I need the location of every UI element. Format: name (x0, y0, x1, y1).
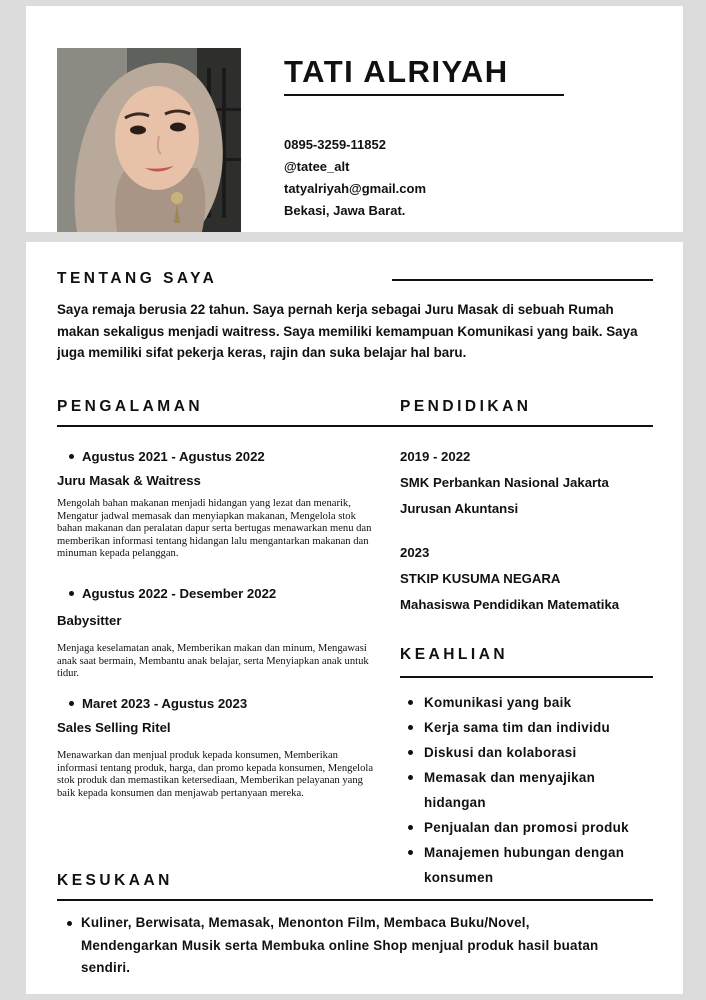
hobbies-heading: KESUKAAN (57, 872, 173, 889)
education-year: 2023 (400, 545, 430, 560)
hobbies-list (57, 912, 617, 980)
education-school: SMK Perbankan Nasional Jakarta (400, 475, 609, 490)
skill-item: Manajemen hubungan dengan konsumen (400, 840, 660, 890)
resume-body (26, 242, 683, 994)
profile-photo (57, 48, 241, 232)
experience-period (69, 696, 247, 711)
experience-role: Babysitter (57, 613, 122, 628)
bullet-dot (69, 591, 74, 596)
phone-number: 0895-3259-11852 (284, 137, 386, 152)
name-underline (284, 94, 564, 96)
email-address: tatyalriyah@gmail.com (284, 181, 427, 196)
education-major: Mahasiswa Pendidikan Matematika (400, 597, 620, 612)
about-rule (392, 279, 653, 281)
location: Bekasi, Jawa Barat. (284, 203, 406, 218)
experience-description: Mengolah bahan makanan menjadi hidangan yang lezat dan menarik, Mengatur jadwal memasak dan menyiapkan makanan, Mengelola stok bahan makanan dan peralatan dapur serta bertugas menawarkan menu dan memberikan informasi tentang hidangan lalu mengantarkan makanan dan minuman kepada pelanggan. (57, 498, 372, 560)
about-heading: TENTANG SAYA (57, 270, 218, 287)
education-heading: PENDIDIKAN (400, 398, 532, 415)
experience-description: Menawarkan dan menjual produk kepada konsumen, Memberikan informasi tentang produk, harga, dan promo kepada konsumen, Mengelola stok produk dan memastikan ketersediaan, Memberikan pelayanan yang baik kepada konsumen dan menjawab pertanyaan mereka. (57, 750, 374, 799)
experience-period (69, 449, 265, 464)
experience-role: Sales Selling Ritel (57, 720, 171, 735)
section-rule (57, 425, 653, 427)
skill-item: Penjualan dan promosi produk (400, 815, 660, 840)
education-year: 2019 - 2022 (400, 449, 471, 464)
experience-period (69, 586, 276, 601)
skill-item: Memasak dan menyajikan hidangan (400, 765, 660, 815)
portrait-illustration (57, 48, 241, 232)
skills-rule (400, 676, 653, 678)
header-card (26, 6, 683, 232)
skill-item: Diskusi dan kolaborasi (400, 740, 660, 765)
education-major: Jurusan Akuntansi (400, 501, 519, 516)
experience-period-text: Agustus 2022 - Desember 2022 (82, 586, 277, 601)
experience-period-text: Maret 2023 - Agustus 2023 (82, 696, 248, 711)
bullet-dot (69, 701, 74, 706)
skills-list (400, 690, 660, 890)
experience-description: Menjaga keselamatan anak, Memberikan makan dan minum, Mengawasi anak saat bermain, Membantu anak belajar, serta Menyiapkan anak untuk tidur. (57, 643, 369, 680)
hobby-item: Kuliner, Berwisata, Memasak, Menonton Film, Membaca Buku/Novel, Mendengarkan Musik serta Membuka online Shop menjual produk hasil buatan sendiri. (57, 912, 617, 980)
education-school: STKIP KUSUMA NEGARA (400, 571, 561, 586)
about-text: Saya remaja berusia 22 tahun. Saya pernah kerja sebagai Juru Masak di sebuah Rumah makan sekaligus menjadi waitress. Saya memiliki kemampuan Komunikasi yang baik. Saya juga memiliki sifat pekerja keras, rajin dan suka belajar hal baru. (57, 302, 638, 360)
person-name: TATI ALRIYAH (284, 54, 509, 89)
experience-role: Juru Masak & Waitress (57, 473, 201, 488)
social-handle: @tatee_alt (284, 159, 350, 174)
skill-item: Komunikasi yang baik (400, 690, 660, 715)
skill-item: Kerja sama tim dan individu (400, 715, 660, 740)
experience-period-text: Agustus 2021 - Agustus 2022 (82, 449, 265, 464)
skills-heading: KEAHLIAN (400, 646, 509, 663)
hobbies-rule (57, 899, 653, 901)
bullet-dot (69, 454, 74, 459)
experience-heading: PENGALAMAN (57, 398, 204, 415)
